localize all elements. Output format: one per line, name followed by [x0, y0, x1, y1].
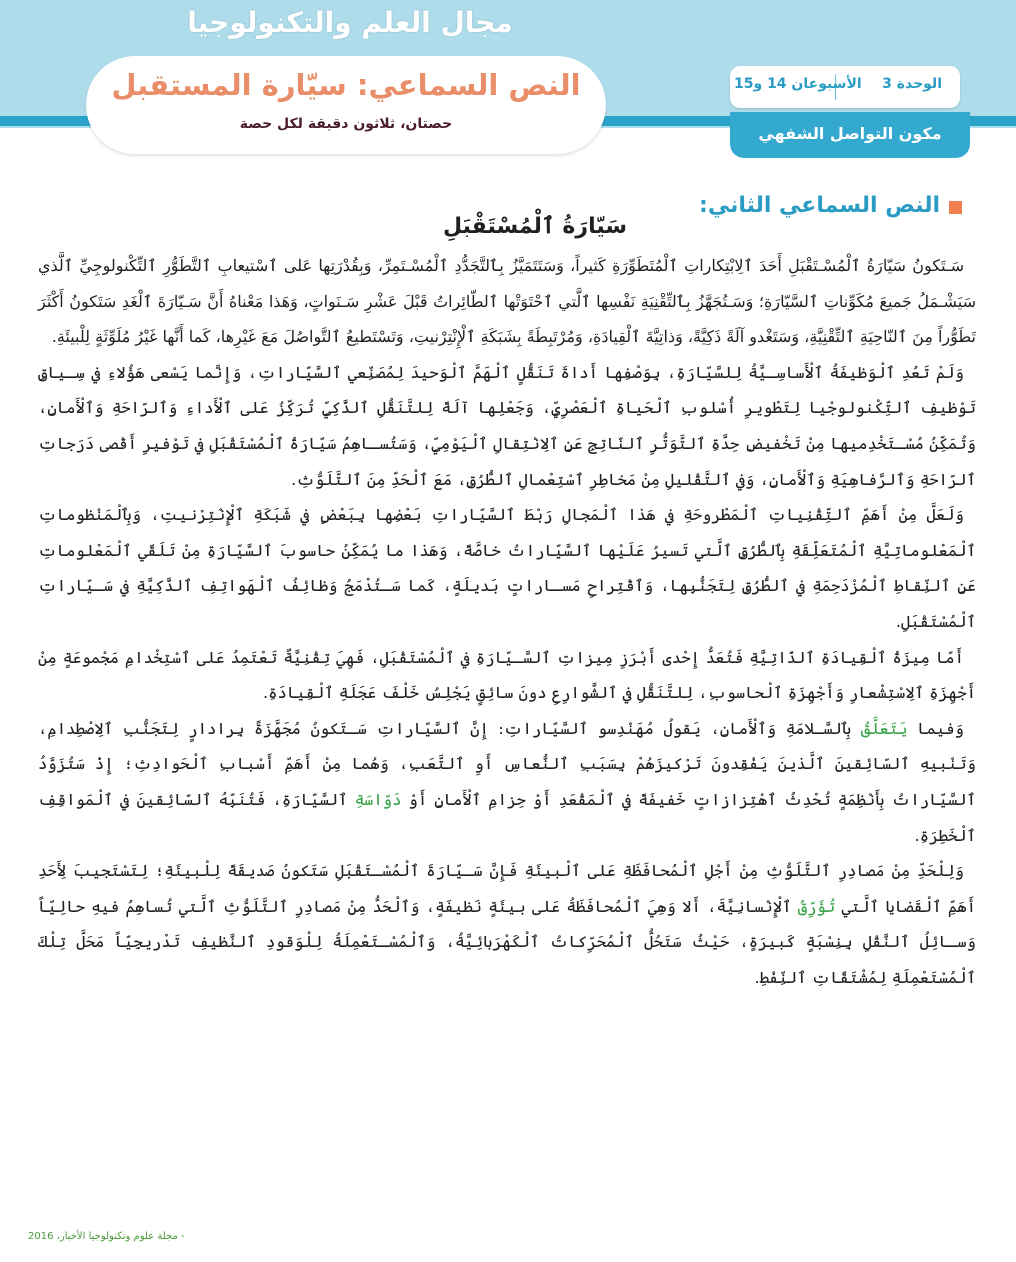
- highlighted-word: يَتَعَلَّقُ: [860, 718, 908, 738]
- text-title: سَيّارَةُ ٱلْمُسْتَقْبَلِ: [443, 214, 627, 239]
- listening-text: [38, 248, 976, 995]
- paragraph: وَلَمْ تَعُدِ ٱلْوَظيفَةُ ٱلْأَساسِـيَّةُ لِلسَّيّارَةِ، بِوَصْفِها أَداةَ تَنَقُّلٍ ٱلْهَمَّ ٱلْوَحيدَ لِمُصَنِّعي ٱلسَّيّاراتِ، وَإِنَّما يَسْعى هَؤُلاءِ في سِـياقِ تَوْظيفِ ٱلتِّكْنولوجْيا لِتَطْويرِ أُسْلوبِ ٱلْحَياةِ ٱلْعَصْرِيِّ، وَجَعْلِها آلَةً لِلتَّنَقُّلِ ٱلذَّكِيِّ تُرَكِّزُ عَلى ٱلْأَداءِ وَٱلرّاحَةِ وَٱلْأَمانِ، وَتُمَكِّنُ مُسْـتَخْدِميها مِنْ تَخْفيضِ حِدَّةِ ٱلتَّوَتُّرِ ٱلنّاتِجِ عَنِ ٱلِانْتِقالِ ٱلْيَوْمِيِّ، وَسَتُسـاهِمُ سَيّارَةُ ٱلْمُسْتَقْبَلِ في تَوْفيرِ أَقْصى دَرَجاتِ ٱلرّاحَةِ وَٱلرَّفاهِيَةِ وَٱلْأَمانِ، وَفي ٱلتَّقْليلِ مِنْ مَخاطِرِ ٱسْتِعْمالِ ٱلطُّرُقِ، مَعَ ٱلْحَدِّ مِنَ ٱلتَّلَوُّثِ.: [38, 362, 976, 489]
- paragraph: وَلَعَلَّ مِنْ أَهَمِّ ٱلتِّقْنِياتِ ٱلْمَطْروحَةِ في هَذا ٱلْمَجالِ رَبْطَ ٱلسَّيّاراتِ بَعْضِها بِبَعْضٍ في شَبَكَةِ ٱلْإِنْتِرْنيتِ، وَبِٱلْمَنْظوماتِ ٱلْمَعْلوماتِيَّةِ ٱلْمُتَعَلِّقَةِ بِٱلطُّرُقِ ٱلَّتي تَسيرُ عَلَيْها ٱلسَّيّاراتُ خاصَّةً، وَهَذا ما يُمَكِّنُ حاسوبَ ٱلسَّيّارَةِ مِنْ تَلَقّي ٱلْمَعْلوماتِ عَنِ ٱلنِّقاطِ ٱلْمُزْدَحِمَةِ في ٱلطُّرُقِ لِتَجَنُّبِها، وَٱقْتِراحِ مَسـاراتٍ بَديلَةٍ، كَما سَـتُدْمَجُ وَظائِفُ ٱلْهَواتِفِ ٱلذَّكِيَّةِ في سَـيّاراتِ ٱلْمُسْتَقْبَلِ.: [38, 505, 976, 631]
- unit-label: الوحدة 3: [882, 76, 942, 92]
- paragraph-text: بِٱلسَّـلامَةِ وَٱلْأَمانِ، يَقولُ مُهَنْدِسو ٱلسَّيّاراتِ: إِنَّ ٱلسَّيّاراتِ سَـتَكونُ مُجَهَّزَةً بِرادارٍ لِتَجَنُّبِ ٱلِاصْطِدامِ، وَتَنْبيهِ ٱلسّائِقينَ ٱلَّذينَ يَفْقِدونَ تَرْكيزَهُمْ بِسَبَبِ ٱلنُّعاسِ أَوِ ٱلتَّعَبِ، وَهُما مِنْ أَهَمِّ أَسْبابِ ٱلْحَوادِثِ؛ إِذْ سَتُزَوَّدُ ٱلسَّيّاراتُ بِأَنْظِمَةٍ تُحْدِثُ ٱهْتِزازاتٍ خَفيفَةً في ٱلْمَقْعَدِ أَوْ حِزامِ ٱلْأَمانِ أَوْ: [38, 718, 976, 809]
- paragraph-text: وَفيما: [907, 718, 965, 738]
- paragraph: سَـتَكونُ سَيّارَةُ ٱلْمُسْـتَقْبَلِ أَحَدَ ٱلِابْتِكاراتِ ٱلْمُتَطَوِّرَةِ كَثيراً، وَسَتَتَمَيَّزُ بِٱلتَّجَدُّدِ ٱلْمُسْـتَمِرِّ، وَبِقُدْرَتِها عَلى ٱسْتيعابِ ٱلتَّطَوُّرِ ٱلتِّكْنولوجِيِّ ٱلَّذي سَيَشْـمَلُ جَميعَ مُكَوِّناتِ ٱلسَّيّارَةِ؛ وَسَـتُجَهَّزُ بِٱلتِّقْنِيَةِ نَفْسِها ٱلَّتي ٱحْتَوَتْها ٱلطّائِراتُ قَبْلَ عَشْرِ سَـنَواتٍ، وَهَذا مَعْناهُ أَنَّ سَـيّارَةَ ٱلْغَدِ سَتَكونُ أَكْثَرَ تَطَوُّراً مِنَ ٱلنّاحِيَةِ ٱلتِّقْنِيَّةِ، وَسَتَغْدو آلَةً ذَكِيَّةً، وَذاتِيَّةَ ٱلْقِيادَةِ، وَمُرْتَبِطَةً بِشَبَكَةِ ٱلْإِنْتِرْنيتِ، وَتَسْتَطيعُ ٱلتَّواصُلَ مَعَ غَيْرِها، كَما أَنَّها غَيْرُ مُلَوِّثَةٍ لِلْبيئَةِ.: [38, 256, 976, 347]
- highlighted-word: دَوّاسَةِ: [354, 789, 402, 809]
- square-bullet-icon: [949, 201, 962, 214]
- paragraph: أَمّا مِيزَةُ ٱلْقِيادَةِ ٱلذّاتِيَّةِ فَتُعَدُّ إِحْدى أَبْرَزِ مِيزاتِ ٱلسَّـيّارَةِ في ٱلْمُسْتَقْبَلِ، فَهِيَ تِقْنِيَّةٌ تَعْتَمِدُ عَلى ٱسْتِخْدامِ مَجْموعَةٍ مِنْ أَجْهِزَةِ ٱلِاسْتِشْعارِ وَأَجْهِزَةِ ٱلْحاسوبِ، لِلتَّنَقُّلِ في ٱلشَّوارِعِ دونَ سائِقٍ يَجْلِسُ خَلْفَ عَجَلَةِ ٱلْقِيادَةِ.: [38, 647, 976, 703]
- domain-title: مجال العلم والتكنولوجيا: [187, 6, 513, 39]
- paragraph-text: وَلِلْحَدِّ مِنْ مَصادِرِ ٱلتَّلَوُّثِ مِنْ أَجْلِ ٱلْمُحافَظَةِ عَلى ٱلْبيئَةِ فَإِنَّ سَـيّارَةَ ٱلْمُسْـتَقْبَلِ سَتَكونُ صَديقَةً لِلْبيئَةِ؛ لِتَسْتَجيبَ لِأَحَدِ أَهَمِّ ٱلْقَضايا ٱلَّتي: [38, 861, 976, 916]
- lesson-title: النص السماعي: سيّارة المستقبل: [111, 68, 581, 102]
- unit-info-box: [730, 66, 960, 108]
- highlighted-word: تُؤَرِّقُ: [797, 896, 836, 916]
- paragraph: [38, 853, 976, 995]
- component-label: مكون التواصل الشفهي: [758, 124, 942, 143]
- component-tab: [730, 112, 970, 158]
- weeks-label: الأسبوعان 14 و15: [734, 76, 862, 92]
- lesson-title-card: [86, 56, 606, 154]
- paragraph-text: ٱلسَّيّارَةِ، فَتُنَبِّهُ ٱلسّائِقينَ في ٱلْمَواقِفِ ٱلْخَطِرَةِ.: [38, 789, 976, 845]
- paragraph: [38, 711, 976, 853]
- paragraph-text: ٱلْإِنْسانِيَّةَ، أَلا وَهِيَ ٱلْمُحافَظَةُ عَلى بيئَةٍ نَظيفَةٍ، وَٱلْحَدُّ مِنْ مَصادِرِ ٱلتَّلَوُّثِ ٱلَّتي تُساهِمُ فيهِ حالِيّاً وَسـائِلُ ٱلنَّقْلِ بِنِسْبَةٍ كَبيرَةٍ، حَيْثُ سَتَحُلُّ ٱلْمُحَرِّكاتُ ٱلْكَهْرَبائِيَّةُ، وَٱلْمُسْـتَعْمِلَةُ لِلْوَقودِ ٱلنَّظيفِ تَدْريجِيّاً مَحَلَّ تِلْكَ ٱلْمُسْتَعْمِلَةِ لِمُشْتَقّاتِ ٱلنِّفْطِ.: [38, 896, 976, 987]
- source-citation: - مجلة علوم وتكنولوجيا الأخبار، 2016: [28, 1231, 185, 1242]
- section-heading: النص السماعي الثاني:: [699, 193, 940, 218]
- lesson-duration: حصتان، ثلاثون دقيقة لكل حصة: [239, 116, 453, 132]
